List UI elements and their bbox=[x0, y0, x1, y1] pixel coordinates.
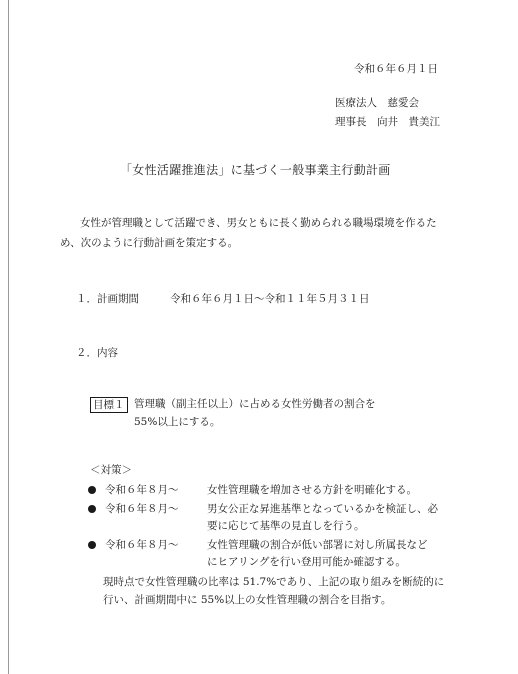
bullet-icon bbox=[88, 541, 96, 549]
goal-label-box bbox=[90, 397, 128, 413]
measure-1-text: 女性管理職を増加させる方針を明確化する。 bbox=[207, 484, 417, 496]
representative-name: 理事長 向井 貴美江 bbox=[335, 116, 440, 128]
measure-3-text-line-2: にヒアリングを行い登用可能か確認する。 bbox=[207, 556, 406, 568]
goal-label: 目標１ bbox=[93, 399, 125, 411]
goal-line-1: 管理職（副主任以上）に占める女性労働者の割合を bbox=[134, 398, 376, 410]
measure-2-text-line-2: 要に応じて基準の見直しを行う。 bbox=[207, 520, 365, 532]
page-edge-line bbox=[8, 0, 9, 674]
document-title: 「女性活躍推進法」に基づく一般事業主行動計画 bbox=[120, 163, 391, 177]
measure-3-text-line-1: 女性管理職の割合が低い部署に対し所属長など bbox=[207, 539, 428, 551]
plan-period: 令和６年６月１日～令和１１年５月３１日 bbox=[170, 293, 370, 305]
section1-heading: １．計画期間 bbox=[76, 293, 139, 305]
measure-2-date: 令和６年８月～ bbox=[105, 503, 179, 515]
bullet-icon bbox=[88, 486, 96, 494]
section2-heading: ２．内容 bbox=[76, 347, 118, 359]
measure-2-text-line-1: 男女公正な昇進基準となっているかを検証し、必 bbox=[207, 503, 438, 515]
intro-line-2: め、次のように行動計画を策定する。 bbox=[60, 237, 239, 249]
measure-1-date: 令和６年８月～ bbox=[105, 484, 179, 496]
intro-line-1: 女性が管理職として活躍でき、男女ともに長く勤められる職場環境を作るた bbox=[80, 217, 437, 229]
organization-name: 医療法人 慈愛会 bbox=[335, 97, 419, 109]
bullet-icon bbox=[88, 505, 96, 513]
summary-line-1: 現時点で女性管理職の比率は 51.7%であり、上記の取り組みを断続的に bbox=[103, 576, 445, 588]
goal-line-2: 55%以上にする。 bbox=[134, 416, 221, 428]
measures-heading: ＜対策＞ bbox=[90, 464, 132, 476]
summary-line-2: 行い、計画期間中に 55%以上の女性管理職の割合を目指す。 bbox=[103, 594, 392, 606]
document-date: 令和６年６月１日 bbox=[354, 63, 438, 75]
measure-3-date: 令和６年８月～ bbox=[105, 539, 179, 551]
